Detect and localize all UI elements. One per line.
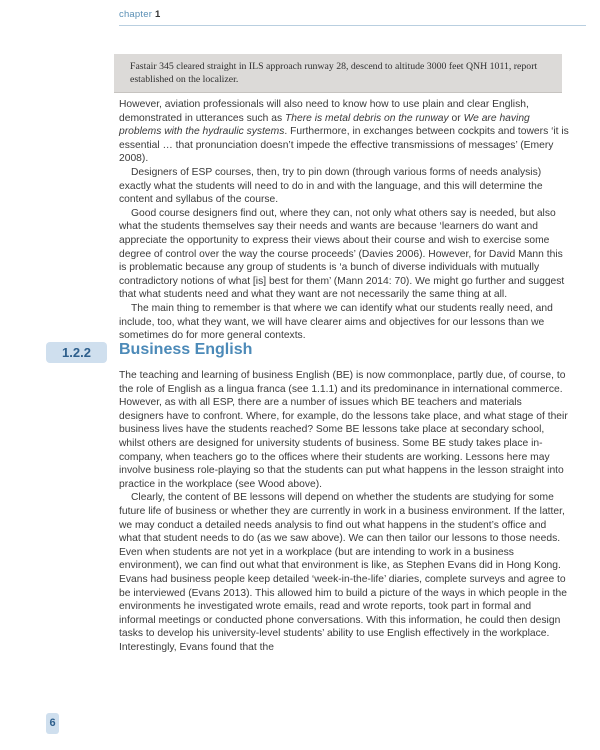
- section-title: Business English: [119, 341, 253, 358]
- example-utterance: There is metal debris on the runway: [285, 112, 449, 124]
- paragraph-text: or: [448, 112, 464, 124]
- paragraph: The teaching and learning of business English (BE) is now commonplace, partly due, of course, to the role of English as a lingua franca (see 1.1.1) and its predominance in international commerce. However, as with all ESP, there are a number of issues which BE teachers and materials designers have to confront. Where, for example, do the lessons take place, and what stage of their business lives have the students reached? Some BE lessons take place at secondary school, whilst others are designed for university students of business. Some BE study takes place in-company, when teachers go to the offices where their students are working. Lessons here may involve business role-playing so that the students can put what happens in the lesson straight into practice in the workplace (see Wood above).: [119, 370, 568, 490]
- paragraph: [119, 98, 569, 166]
- header-rule: [119, 25, 586, 26]
- paragraph-text: However, aviation professionals will also need to know how to use plain and clear English, demonstrated in utterances such as: [119, 99, 529, 124]
- page-number: 6: [46, 713, 59, 734]
- paragraph: The main thing to remember is that where we can identify what our students really need, and include, too, what they want, we will have clearer aims and objectives for our lessons than we sometimes do for more general contexts.: [119, 302, 553, 342]
- paragraph: Designers of ESP courses, then, try to pin down (through various forms of needs analysis) exactly what the students will need to do in and with the language, and this will determine the content and syllabus of the course.: [119, 166, 543, 206]
- paragraph-text: . Furthermore, in exchanges between cockpits and towers ‘it is essential … that pronunciation doesn’t impede the effective transmissions of messages’ (Emery 2008).: [119, 126, 569, 165]
- paragraph: Clearly, the content of BE lessons will depend on whether the students are studying for some future life of business or whether they are currently in work in a business environment. If the latter, we may conduct a detailed needs analysis to find out what happens in the student’s office and what that student needs to do (as we saw above). We can then tailor our lessons to those needs. Even when students are not yet in a workplace (but are intending to work in a business environment), we can find out what that environment is like, as Stephen Evans did in Hong Kong. Evans had business people keep detailed ‘week-in-the-life’ diaries, complete surveys and agree to be interviewed (Evans 2013). This allowed him to build a picture of the ways in which people in the environments he investigated wrote emails, read and wrote reports, took part in formal and informal meetings or conducted phone conversations. With this information, he could then design tasks to develop his university-level students’ ability to use English effectively in the workplace. Interestingly, Evans found that the: [119, 492, 567, 653]
- section-number: 1.2.2: [46, 342, 107, 363]
- radio-transmission-box: [114, 54, 562, 93]
- chapter-number: 1: [154, 9, 161, 20]
- paragraph: Good course designers find out, where they can, not only what others say is needed, but also what the students themselves say their needs and wants are because ‘learners do want and appreciate the opportunity to express their views about their course and wish to exercise some degree of control over the way the course proceeds’ (Davies 2006). However, for David Mann this is problematic because any group of students is ‘a bunch of diverse individuals with mutually contradictory notions of what [is] best for them’ (Mann 2014: 70). We might go further and suggest that what students need and what they want are not necessarily the same thing at all.: [119, 207, 565, 301]
- example-utterance: We are having problems with the hydraulic systems: [119, 112, 530, 138]
- chapter-word: chapter: [119, 9, 153, 20]
- body-bottom: [119, 369, 569, 654]
- body-top: [119, 98, 569, 343]
- chapter-label: [119, 9, 160, 20]
- radio-transmission-text: Fastair 345 cleared straight in ILS approach runway 28, descend to altitude 3000 feet QNH 1011, report established on the localizer.: [130, 61, 538, 85]
